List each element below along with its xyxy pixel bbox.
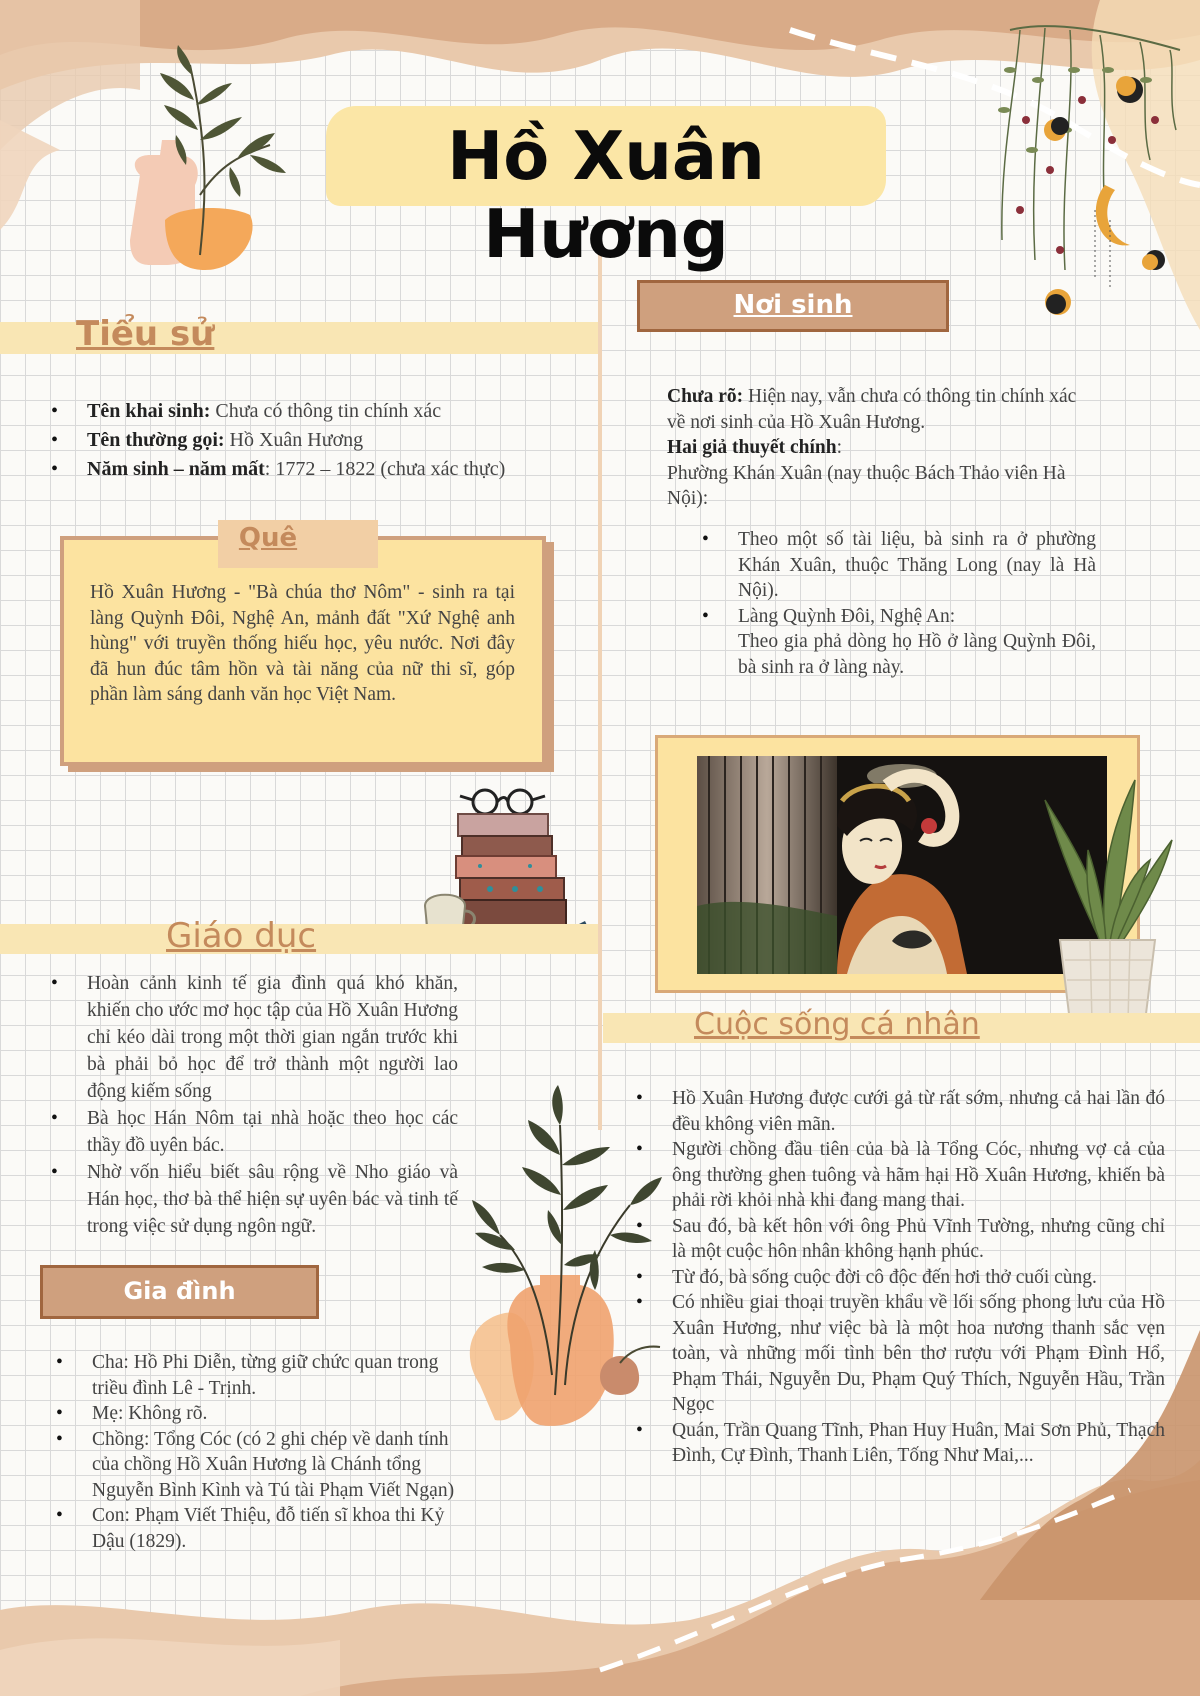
list-item: • Tên khai sinh: Chưa có thông tin chính xác: [87, 397, 582, 426]
list-item: • Mẹ: Không rõ.: [92, 1401, 472, 1427]
giao-duc-heading: Giáo dục: [166, 916, 317, 956]
list-item: • Hồ Xuân Hương được cưới gả từ rất sớm, nhưng cả hai lần đó đều không viên mãn.: [672, 1086, 1165, 1137]
list-item: • Quán, Trần Quang Tĩnh, Phan Huy Huân, Mai Sơn Phủ, Thạch Đình, Cự Đình, Thanh Liên, Tống Như Mai,...: [672, 1418, 1165, 1469]
tieu-su-list: [87, 397, 582, 484]
list-item: • Có nhiều giai thoại truyền khẩu về lối sống phong lưu của Hồ Xuân Hương, như việc bà là một hoa nương thanh sắc vẹn toàn, và những mối tình bên thơ rượu với Phạm Đình Hổ, Phạm Thái, Nguyễn Du, Phạm Quý Thích, Nguyễn Hầu, Trần Ngọc: [672, 1290, 1165, 1418]
list-item: • Bà học Hán Nôm tại nhà hoặc theo học các thầy đồ uyên bác.: [87, 1105, 458, 1159]
list-item: • Hoàn cảnh kinh tế gia đình quá khó khăn, khiến cho ước mơ học tập của Hồ Xuân Hương chỉ kéo dài trong một thời gian ngắn trước khi bà phải bỏ học để trở thành một người lao động kiếm sống: [87, 970, 458, 1105]
noi-sinh-text: [667, 384, 1087, 512]
list-item: • Làng Quỳnh Đôi, Nghệ An: Theo gia phả dòng họ Hồ ở làng Quỳnh Đôi, bà sinh ra ở làng này.: [738, 604, 1096, 681]
noi-sinh-unknown: Chưa rõ: Hiện nay, vẫn chưa có thông tin chính xác về nơi sinh của Hồ Xuân Hương.: [667, 386, 1077, 433]
list-item: • Chồng: Tổng Cóc (có 2 ghi chép về danh tính của chồng Hồ Xuân Hương là Chánh tổng Nguyễn Bình Kình và Tú tài Phạm Viết Ngạn): [92, 1427, 472, 1504]
list-item: • Tên thường gọi: Hồ Xuân Hương: [87, 426, 582, 455]
list-item: • Con: Phạm Viết Thiệu, đỗ tiến sĩ khoa thi Kỷ Dậu (1829).: [92, 1503, 472, 1554]
list-item: • Sau đó, bà kết hôn với ông Phủ Vĩnh Tường, nhưng cũng chỉ là một cuộc hôn nhân không hạnh phúc.: [672, 1214, 1165, 1265]
noi-sinh-hypo-text: Phường Khán Xuân (nay thuộc Bách Thảo viên Hà Nội):: [667, 462, 1066, 509]
que-text: Hồ Xuân Hương - "Bà chúa thơ Nôm" - sinh ra tại làng Quỳnh Đôi, Nghệ An, mảnh đất "Xứ Nghệ anh hùng" với truyền thống hiếu học, yêu nước. Nơi đây đã hun đúc tâm hồn và tài năng của nữ thi sĩ, góp phần làm sáng danh văn học Việt Nam.: [90, 582, 515, 705]
noi-sinh-heading: Nơi sinh: [637, 280, 949, 332]
list-item: • Từ đó, bà sống cuộc đời cô độc đến hơi thở cuối cùng.: [672, 1265, 1165, 1291]
page-title: Hồ Xuân: [447, 117, 765, 195]
list-item: • Theo một số tài liệu, bà sinh ra ở phường Khán Xuân, thuộc Thăng Long (nay là Hà Nội).: [738, 527, 1096, 604]
tieu-su-heading: Tiểu sử: [76, 314, 215, 354]
list-item: • Nhờ vốn hiểu biết sâu rộng về Nho giáo và Hán học, thơ bà thể hiện sự uyên bác và tinh tế trong việc sử dụng ngôn ngữ.: [87, 1159, 458, 1240]
giao-duc-list: [87, 970, 458, 1240]
list-item: • Người chồng đầu tiên của bà là Tổng Cóc, nhưng vợ cả của ông thường ghen tuông và hãm hại Hồ Xuân Hương, khiến bà phải rời khỏi nhà khi đang mang thai.: [672, 1137, 1165, 1214]
list-item: • Năm sinh – năm mất: 1772 – 1822 (chưa xác thực): [87, 455, 582, 484]
noi-sinh-list: [738, 527, 1096, 680]
snake-plant-icon: [1040, 760, 1175, 1030]
page-title-overflow: [326, 195, 886, 273]
list-item: • Cha: Hồ Phi Diễn, từng giữ chức quan trong triều đình Lê - Trịnh.: [92, 1350, 472, 1401]
gia-dinh-list: [92, 1350, 472, 1554]
hanging-vines-moon-icon: [990, 10, 1200, 340]
que-heading: Quê: [238, 523, 298, 553]
cuoc-song-heading: Cuộc sống cá nhân: [694, 1007, 980, 1042]
page-title-line2: Hương: [483, 195, 729, 273]
cuoc-song-list: [672, 1086, 1165, 1469]
potted-plant-icon: [120, 45, 290, 275]
list-item-extra: Theo gia phả dòng họ Hồ ở làng Quỳnh Đôi, bà sinh ra ở làng này.: [738, 631, 1096, 678]
gia-dinh-heading: Gia đình: [40, 1265, 319, 1319]
noi-sinh-hypothesis: Hai giả thuyết chính:: [667, 437, 842, 458]
stacked-books-icon: [420, 786, 600, 946]
